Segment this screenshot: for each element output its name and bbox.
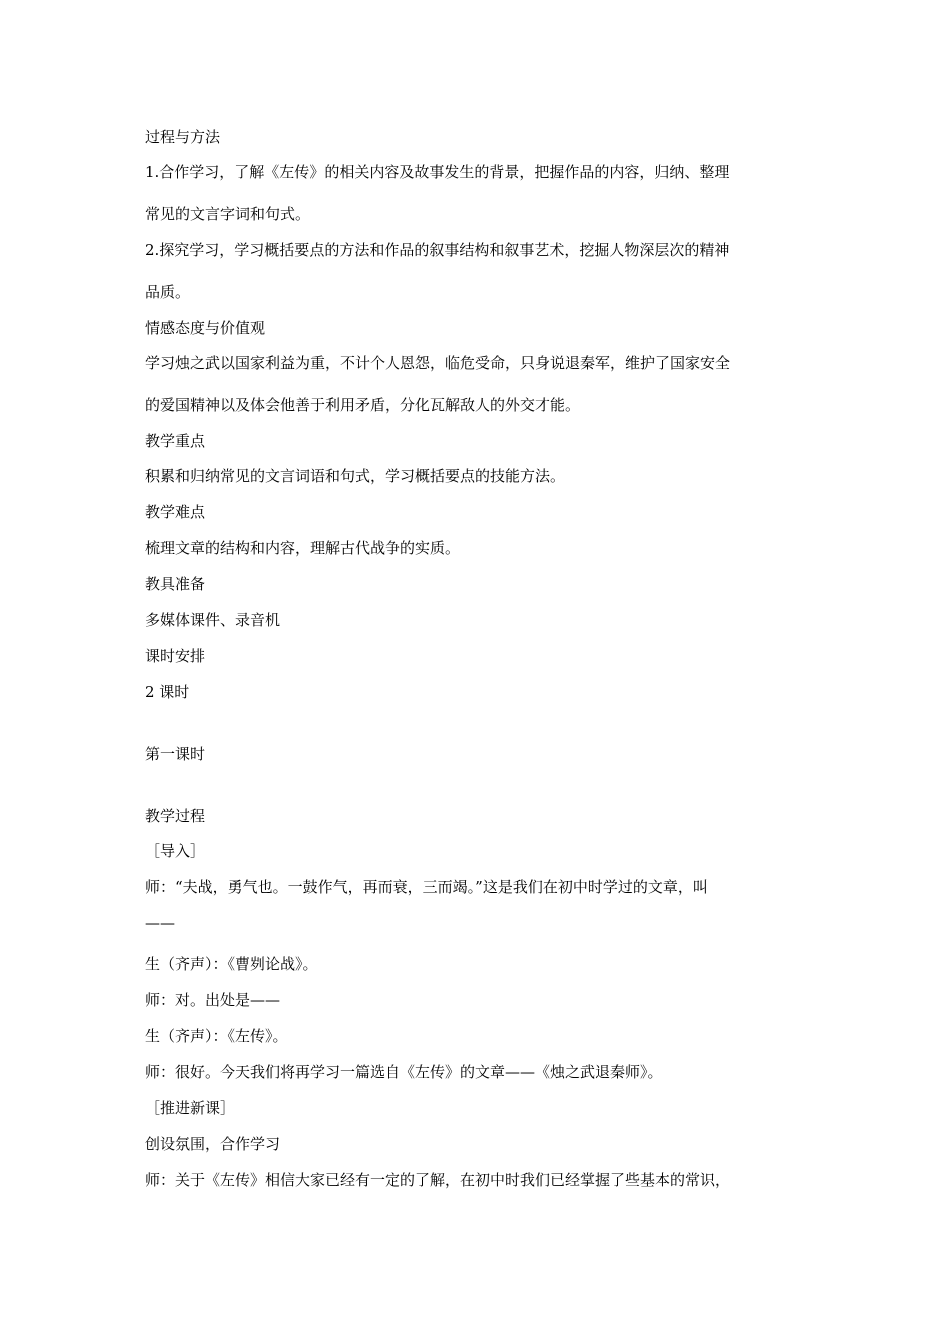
paragraph-line: 积累和归纳常见的文言词语和句式，学习概括要点的技能方法。	[145, 467, 566, 485]
paragraph-line: 品质。	[145, 283, 191, 301]
dialogue-line: 师：关于《左传》相信大家已经有一定的了解，在初中时我们已经掌握了些基本的常识，	[145, 1171, 731, 1189]
paragraph-line: 常见的文言字词和句式。	[145, 205, 311, 223]
paragraph-line: 2.探究学习，学习概括要点的方法和作品的叙事结构和叙事艺术，挖掘人物深层次的精神	[145, 241, 730, 259]
section-heading-teaching-process: 教学过程	[145, 807, 206, 825]
paragraph-line: 梳理文章的结构和内容，理解古代战争的实质。	[145, 539, 461, 557]
paragraph-line: 2 课时	[145, 683, 190, 701]
dialogue-line: 师：“夫战，勇气也。一鼓作气，再而衰，三而竭。”这是我们在初中时学过的文章，叫	[145, 878, 708, 896]
dialogue-line: 生（齐声）：《左传》。	[145, 1027, 288, 1045]
intro-label: ［导入］	[145, 842, 206, 860]
section-heading-emotion-values: 情感态度与价值观	[145, 319, 266, 337]
dialogue-line: 师：对。出处是——	[145, 991, 281, 1009]
section-heading-tools: 教具准备	[145, 575, 206, 593]
dialogue-line: ——	[145, 914, 175, 932]
sub-heading: 创设氛围，合作学习	[145, 1135, 281, 1153]
dialogue-line: 生（齐声）：《曹刿论战》。	[145, 955, 318, 973]
paragraph-line: 学习烛之武以国家利益为重，不计个人恩怨，临危受命，只身说退秦军，维护了国家安全	[145, 354, 731, 372]
dialogue-line: 师：很好。今天我们将再学习一篇选自《左传》的文章——《烛之武退秦师》。	[145, 1063, 663, 1081]
paragraph-line: 多媒体课件、录音机	[145, 611, 281, 629]
paragraph-line: 1.合作学习，了解《左传》的相关内容及故事发生的背景，把握作品的内容，归纳、整理	[145, 163, 730, 181]
section-heading-difficulties: 教学难点	[145, 503, 206, 521]
new-lesson-label: ［推进新课］	[145, 1099, 236, 1117]
section-heading-key-points: 教学重点	[145, 432, 206, 450]
lesson-title: 第一课时	[145, 745, 206, 763]
paragraph-line: 的爱国精神以及体会他善于利用矛盾，分化瓦解敌人的外交才能。	[145, 396, 581, 414]
section-heading-schedule: 课时安排	[145, 647, 206, 665]
section-heading-process-method: 过程与方法	[145, 128, 221, 146]
